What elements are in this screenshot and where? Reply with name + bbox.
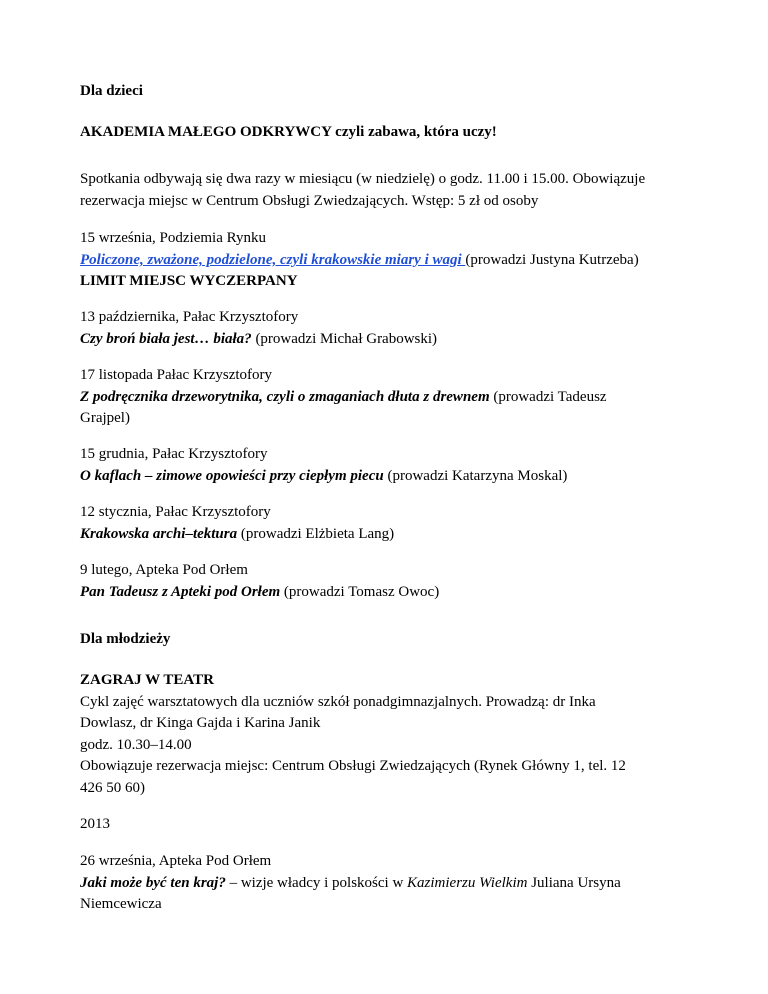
section-heading-youth: Dla młodzieży (80, 631, 171, 647)
event-title: Z podręcznika drzeworytnika, czyli o zmaganiach dłuta z drewnem (80, 389, 490, 405)
youth-desc-line-1: Cykl zajęć warsztatowych dla uczniów szkół ponadgimnazjalnych. Prowadzą: dr Inka (80, 694, 596, 710)
event-title: Jaki może być ten kraj? (80, 875, 226, 891)
event-title-link[interactable]: Policzone, zważone, podzielone, czyli krakowskie miary i wagi (80, 252, 466, 268)
event-title-line (80, 465, 567, 487)
event-title-line (80, 581, 439, 603)
event-date-place: 9 lutego, Apteka Pod Orłem (80, 562, 248, 578)
event-host: (prowadzi Katarzyna Moskal) (383, 468, 568, 484)
work-title: Kazimierzu Wielkim (407, 875, 528, 891)
program-title-children: AKADEMIA MAŁEGO ODKRYWCY czyli zabawa, która uczy! (80, 124, 497, 140)
event-title-line (80, 523, 394, 545)
event-date-place: 15 grudnia, Pałac Krzysztofory (80, 446, 268, 462)
event-description: – wizje władcy i polskości w (225, 875, 408, 891)
event-host-continued: Grajpel) (80, 410, 130, 426)
program-title-youth: ZAGRAJ W TEATR (80, 672, 214, 688)
intro-text-line-2: rezerwacja miejsc w Centrum Obsługi Zwiedzających. Wstęp: 5 zł od osoby (80, 193, 539, 209)
event-author-continued: Niemcewicza (80, 896, 162, 912)
year-label: 2013 (80, 816, 110, 832)
youth-reservation-line-1: Obowiązuje rezerwacja miejsc: Centrum Obsługi Zwiedzających (Rynek Główny 1, tel. 12 (80, 758, 626, 774)
event-host: (prowadzi Elżbieta Lang) (237, 526, 395, 542)
event-date-place: 12 stycznia, Pałac Krzysztofory (80, 504, 271, 520)
event-title-line (80, 328, 437, 350)
event-date-place: 15 września, Podziemia Rynku (80, 230, 267, 246)
event-title: Krakowska archi–tektura (80, 526, 238, 542)
event-host: (prowadzi Tomasz Owoc) (280, 584, 440, 600)
section-heading-children: Dla dzieci (80, 83, 143, 99)
event-host: (prowadzi Justyna Kutrzeba) (465, 252, 639, 268)
event-title: O kaflach – zimowe opowieści przy ciepłym piecu (80, 468, 384, 484)
event-date-place: 17 listopada Pałac Krzysztofory (80, 367, 273, 383)
intro-text-line-1: Spotkania odbywają się dwa razy w miesiącu (w niedzielę) o godz. 11.00 i 15.00. Obowiązuje (80, 171, 646, 187)
event-title-line (80, 249, 639, 271)
event-date-place: 26 września, Apteka Pod Orłem (80, 853, 272, 869)
event-author: Juliana Ursyna (527, 875, 621, 891)
event-title-line (80, 386, 607, 408)
event-title-line (80, 872, 621, 894)
event-title: Czy broń biała jest… biała? (80, 331, 252, 347)
event-date-place: 13 października, Pałac Krzysztofory (80, 309, 299, 325)
youth-hours: godz. 10.30–14.00 (80, 737, 192, 753)
youth-desc-line-2: Dowlasz, dr Kinga Gajda i Karina Janik (80, 715, 321, 731)
limit-notice: LIMIT MIEJSC WYCZERPANY (80, 273, 298, 289)
event-title: Pan Tadeusz z Apteki pod Orłem (80, 584, 281, 600)
event-host: (prowadzi Tadeusz (489, 389, 607, 405)
event-host: (prowadzi Michał Grabowski) (251, 331, 438, 347)
youth-reservation-line-2: 426 50 60) (80, 780, 145, 796)
